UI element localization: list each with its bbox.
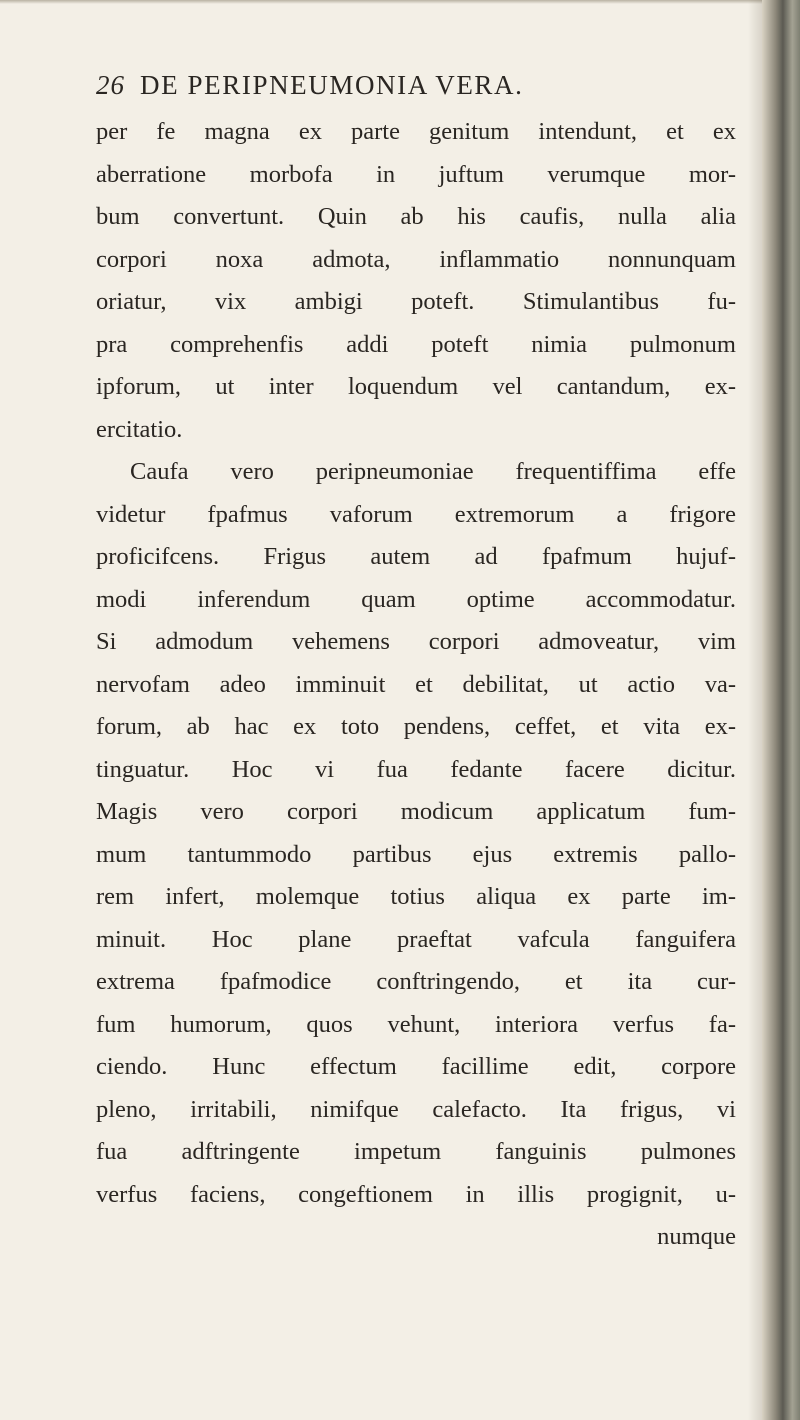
text-line: corpori noxa admota, inflammatio nonnunquam (96, 245, 736, 273)
text-line: rem infert, molemque totius aliqua ex parte im- (96, 883, 736, 910)
text-line: ciendo. Hunc effectum facillime edit, corpore (96, 1053, 736, 1080)
text-line: aberratione morbofa in juftum verumque mor- (96, 160, 736, 188)
text-line: oriatur, vix ambigi poteft. Stimulantibus fu- (96, 288, 736, 315)
text-line: modi inferendum quam optime accommodatur. (96, 585, 736, 613)
page-number: 26 (96, 70, 125, 100)
catchword: numque (657, 1223, 736, 1250)
text-line: nervofam adeo imminuit et debilitat, ut actio va- (96, 670, 736, 698)
text-line: extrema fpafmodice conftringendo, et ita cur- (96, 968, 736, 995)
text-line: fua adftringente impetum fanguinis pulmones (96, 1138, 736, 1165)
text-line: Si admodum vehemens corpori admoveatur, vim (96, 628, 736, 655)
text-line: pra comprehenfis addi poteft nimia pulmonum (96, 330, 736, 358)
page-edge-stack (762, 0, 800, 1420)
text-line: Magis vero corpori modicum applicatum fum- (96, 798, 736, 825)
text-line: mum tantummodo partibus ejus extremis pallo- (96, 840, 736, 868)
body-text (96, 111, 736, 1259)
text-line: ipforum, ut inter loquendum vel cantandum, ex- (96, 373, 736, 400)
text-line: pleno, irritabili, nimifque calefacto. Ita frigus, vi (96, 1095, 736, 1123)
running-title: DE PERIPNEUMONIA VERA. (140, 70, 524, 100)
text-line: forum, ab hac ex toto pendens, ceffet, et vita ex- (96, 713, 736, 740)
running-head (96, 70, 736, 116)
text-line: bum convertunt. Quin ab his caufis, nulla alia (96, 203, 736, 230)
paragraph-start-line: Caufa vero peripneumoniae frequentiffima effe (130, 458, 736, 485)
text-line: minuit. Hoc plane praeftat vafcula fanguifera (96, 925, 736, 953)
text-line: tinguatur. Hoc vi fua fedante facere dicitur. (96, 755, 736, 783)
text-line: verfus faciens, congeftionem in illis progignit, u- (96, 1180, 736, 1208)
text-line: proficifcens. Frigus autem ad fpafmum hujuf- (96, 543, 736, 570)
page-top-edge (0, 0, 762, 4)
text-line: fum humorum, quos vehunt, interiora verfus fa- (96, 1010, 736, 1038)
text-line: videtur fpafmus vaforum extremorum a frigore (96, 500, 736, 528)
text-line: ercitatio. (96, 415, 183, 443)
text-line: per fe magna ex parte genitum intendunt, et ex (96, 118, 736, 145)
